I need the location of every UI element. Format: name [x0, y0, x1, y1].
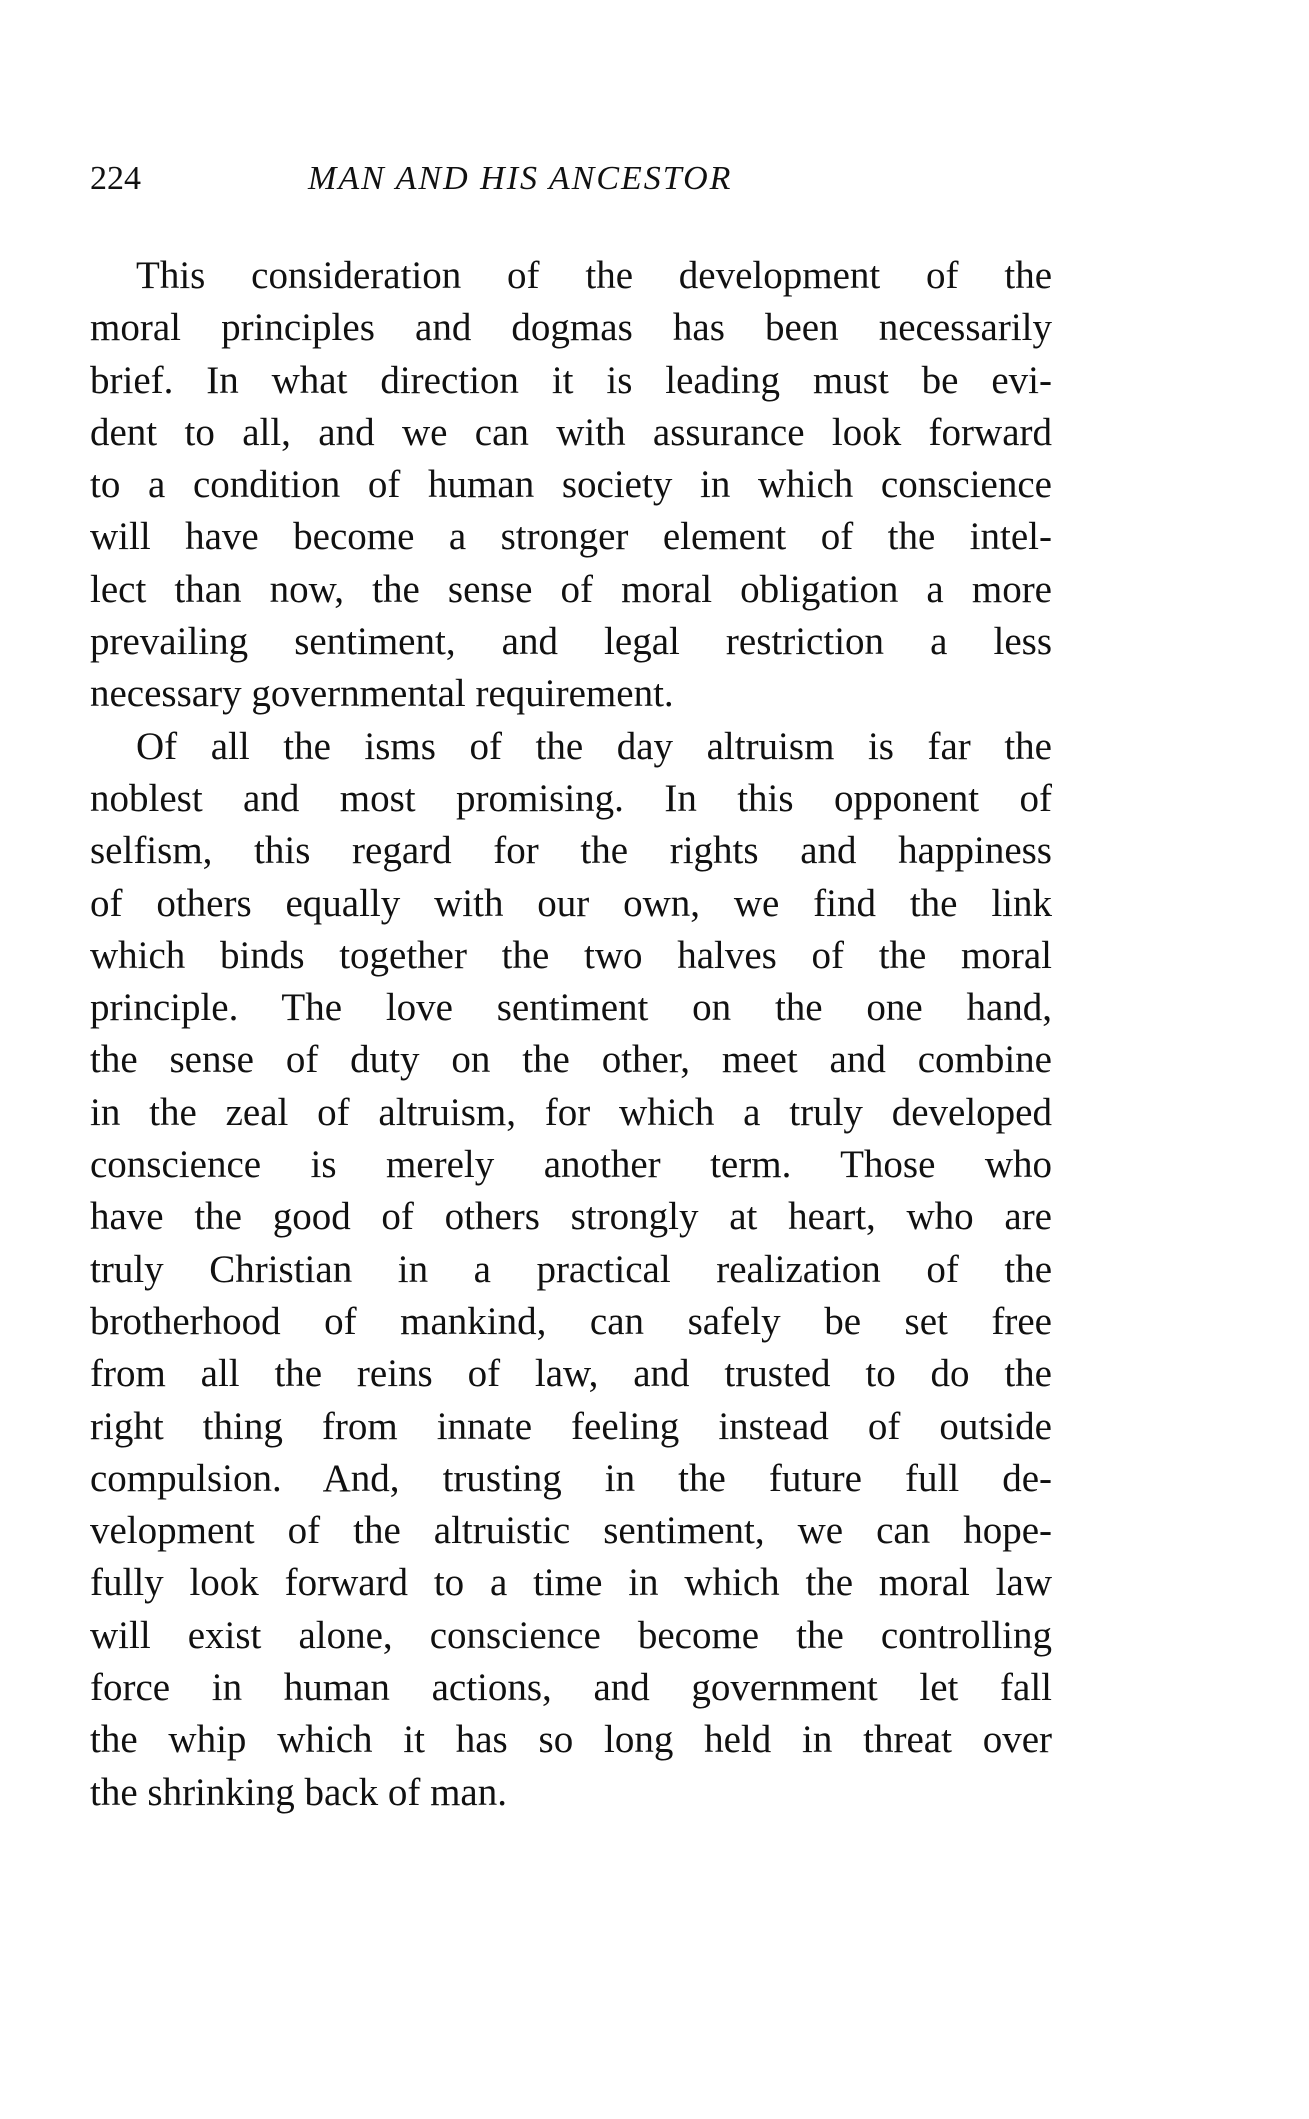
text-line: have the good of others strongly at heart, who are: [90, 1195, 1052, 1239]
text-line: moral principles and dogmas has been necessarily: [90, 306, 1052, 350]
text-line: from all the reins of law, and trusted to do the: [90, 1352, 1052, 1396]
text-line: of others equally with our own, we find the link: [90, 881, 1052, 925]
text-line: noblest and most promising. In this opponent of: [90, 776, 1052, 820]
text-line: the shrinking back of man.: [90, 1770, 507, 1814]
text-line: dent to all, and we can with assurance look forward: [90, 410, 1052, 454]
text-line: force in human actions, and government let fall: [90, 1666, 1052, 1710]
text-line: compulsion. And, trusting in the future full de-: [90, 1456, 1052, 1500]
text-line: brotherhood of mankind, can safely be set free: [90, 1299, 1052, 1343]
page-body: [90, 250, 1052, 1819]
text-line: truly Christian in a practical realization of the: [90, 1247, 1052, 1291]
text-line: in the zeal of altruism, for which a truly developed: [90, 1090, 1052, 1134]
text-line: principle. The love sentiment on the one hand,: [90, 986, 1052, 1030]
text-line: the whip which it has so long held in threat over: [90, 1718, 1052, 1762]
text-line: will have become a stronger element of the intel-: [90, 515, 1052, 559]
text-line: Of all the isms of the day altruism is far the: [136, 724, 1052, 768]
text-line: conscience is merely another term. Those who: [90, 1143, 1052, 1187]
running-title: MAN AND HIS ANCESTOR: [308, 160, 733, 197]
page-number: 224: [90, 160, 141, 197]
text-line: to a condition of human society in which conscience: [90, 463, 1052, 507]
running-header: [90, 160, 1050, 208]
text-line: will exist alone, conscience become the controlling: [90, 1613, 1052, 1657]
text-line: the sense of duty on the other, meet and combine: [90, 1038, 1052, 1082]
text-line: brief. In what direction it is leading must be evi-: [90, 358, 1052, 402]
paragraph: [90, 721, 1052, 1819]
text-line: velopment of the altruistic sentiment, we can hope-: [90, 1509, 1052, 1553]
paragraph: [90, 250, 1052, 721]
text-line: lect than now, the sense of moral obligation a more: [90, 567, 1052, 611]
text-line: This consideration of the development of the: [136, 254, 1052, 297]
text-line: fully look forward to a time in which the moral law: [90, 1561, 1052, 1605]
text-line: right thing from innate feeling instead of outside: [90, 1404, 1052, 1448]
text-line: prevailing sentiment, and legal restriction a less: [90, 620, 1052, 664]
text-line: selfism, this regard for the rights and happiness: [90, 829, 1052, 873]
text-line: necessary governmental requirement.: [90, 672, 674, 716]
text-line: which binds together the two halves of the moral: [90, 933, 1052, 977]
